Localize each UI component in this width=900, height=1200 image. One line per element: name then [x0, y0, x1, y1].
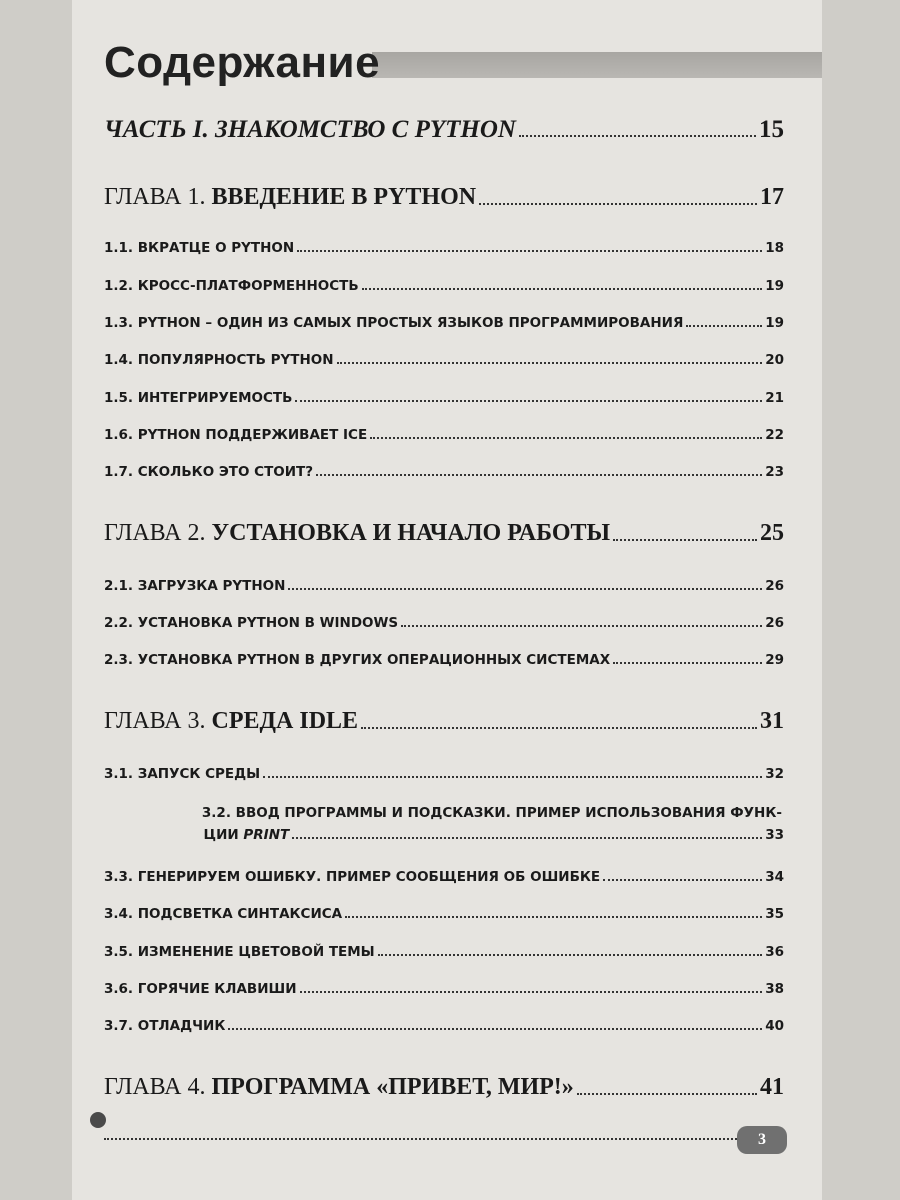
footer-dotted-rule	[104, 1138, 764, 1140]
leader-dots	[378, 953, 763, 956]
section-label: 3.3. ГЕНЕРИРУЕМ ОШИБКУ. ПРИМЕР СООБЩЕНИЯ ОБ ОШИБКЕ	[104, 869, 601, 885]
section-page: 38	[765, 981, 784, 997]
toc-section[interactable]	[104, 427, 784, 443]
toc-section[interactable]	[104, 615, 784, 631]
toc-section[interactable]	[104, 240, 784, 256]
leader-dots	[345, 915, 762, 918]
section-page: 29	[765, 652, 784, 668]
section-label: 1.6. PYTHON ПОДДЕРЖИВАЕТ ICE	[104, 427, 368, 443]
toc-section[interactable]	[104, 652, 784, 668]
section-label-line1: 3.2. ВВОД ПРОГРАММЫ И ПОДСКАЗКИ. ПРИМЕР ИСПОЛЬЗОВАНИЯ ФУНК-	[201, 805, 782, 821]
section-page: 23	[765, 464, 784, 480]
section-label: 3.1. ЗАПУСК СРЕДЫ	[104, 766, 261, 782]
toc-section[interactable]	[104, 1018, 784, 1034]
toc-section[interactable]	[104, 944, 784, 960]
toc-chapter-1[interactable]	[104, 184, 784, 211]
toc-part[interactable]	[104, 116, 784, 144]
section-label: 3.7. ОТЛАДЧИК	[104, 1018, 226, 1034]
chapter-name: ПРОГРАММА «ПРИВЕТ, МИР!»	[211, 1074, 574, 1100]
toc-section[interactable]	[104, 464, 784, 480]
toc-section[interactable]	[104, 578, 784, 594]
leader-dots	[362, 287, 763, 290]
leader-dots	[337, 361, 763, 364]
leader-dots	[686, 324, 762, 327]
leader-dots	[401, 624, 762, 627]
chapter-page: 17	[760, 184, 784, 210]
section-page: 35	[765, 906, 784, 922]
chapter-prefix: ГЛАВА 4.	[104, 1074, 206, 1100]
chapter-page: 31	[760, 708, 784, 734]
section-page: 33	[765, 827, 784, 843]
leader-dots	[295, 399, 762, 402]
toc-chapter-2[interactable]	[104, 520, 784, 547]
chapter-page: 25	[760, 520, 784, 546]
section-page: 18	[765, 240, 784, 256]
section-page: 26	[765, 615, 784, 631]
leader-dots	[263, 775, 762, 778]
section-label: 1.1. ВКРАТЦЕ О PYTHON	[104, 240, 295, 256]
leader-dots	[519, 134, 756, 137]
toc-section[interactable]	[104, 869, 784, 885]
chapter-prefix: ГЛАВА 3.	[104, 708, 206, 734]
leader-dots	[316, 473, 762, 476]
section-page: 34	[765, 869, 784, 885]
section-page: 40	[765, 1018, 784, 1034]
leader-dots	[479, 202, 757, 205]
chapter-page: 41	[760, 1074, 784, 1100]
section-label-line2: ЦИИ PRINT	[203, 827, 290, 843]
leader-dots	[603, 878, 762, 881]
leader-dots	[228, 1027, 762, 1030]
section-page: 20	[765, 352, 784, 368]
chapter-name: СРЕДА IDLE	[211, 708, 359, 734]
leader-dots	[297, 249, 762, 252]
section-label: 1.5. ИНТЕГРИРУЕМОСТЬ	[104, 390, 293, 406]
toc-section[interactable]	[104, 766, 784, 782]
toc-section[interactable]	[104, 390, 784, 406]
leader-dots	[370, 436, 762, 439]
toc-section[interactable]	[104, 906, 784, 922]
toc-section-multiline[interactable]	[104, 805, 784, 843]
leader-dots	[577, 1092, 757, 1095]
section-label: 1.4. ПОПУЛЯРНОСТЬ PYTHON	[104, 352, 334, 368]
toc-part-label: ЧАСТЬ I. ЗНАКОМСТВО С PYTHON	[104, 116, 516, 143]
leader-dots	[613, 661, 762, 664]
toc-section[interactable]	[104, 352, 784, 368]
section-page: 22	[765, 427, 784, 443]
section-label: 3.5. ИЗМЕНЕНИЕ ЦВЕТОВОЙ ТЕМЫ	[104, 944, 375, 960]
toc-section[interactable]	[104, 278, 784, 294]
footer-bullet-icon	[90, 1112, 106, 1128]
page-number-badge: 3	[737, 1126, 787, 1154]
section-label: 2.1. ЗАГРУЗКА PYTHON	[104, 578, 286, 594]
section-label: 1.3. PYTHON – ОДИН ИЗ САМЫХ ПРОСТЫХ ЯЗЫКОВ ПРОГРАММИРОВАНИЯ	[104, 315, 684, 331]
section-label: 2.3. УСТАНОВКА PYTHON В ДРУГИХ ОПЕРАЦИОННЫХ СИСТЕМАХ	[104, 652, 611, 668]
toc-chapter-4[interactable]	[104, 1074, 784, 1101]
toc-chapter-3[interactable]	[104, 708, 784, 735]
section-page: 32	[765, 766, 784, 782]
section-page: 36	[765, 944, 784, 960]
leader-dots	[292, 837, 762, 839]
leader-dots	[300, 990, 763, 993]
section-page: 26	[765, 578, 784, 594]
section-label: 1.7. СКОЛЬКО ЭТО СТОИТ?	[104, 464, 314, 480]
section-page: 19	[765, 315, 784, 331]
leader-dots	[613, 538, 757, 541]
leader-dots	[361, 726, 757, 729]
chapter-name: УСТАНОВКА И НАЧАЛО РАБОТЫ	[211, 520, 611, 546]
leader-dots	[288, 587, 762, 590]
chapter-name: ВВЕДЕНИЕ В PYTHON	[211, 184, 477, 210]
section-label: 2.2. УСТАНОВКА PYTHON В WINDOWS	[104, 615, 399, 631]
toc-part-page: 15	[759, 116, 784, 143]
header-decor-bar	[372, 52, 822, 78]
section-label: 3.6. ГОРЯЧИЕ КЛАВИШИ	[104, 981, 297, 997]
section-page: 21	[765, 390, 784, 406]
page-title: Содержание	[104, 38, 381, 87]
section-page: 19	[765, 278, 784, 294]
section-label: 1.2. КРОСС-ПЛАТФОРМЕННОСТЬ	[104, 278, 359, 294]
toc-section[interactable]	[104, 981, 784, 997]
chapter-prefix: ГЛАВА 1.	[104, 184, 206, 210]
section-label: 3.4. ПОДСВЕТКА СИНТАКСИСА	[104, 906, 343, 922]
chapter-prefix: ГЛАВА 2.	[104, 520, 206, 546]
toc-section[interactable]	[104, 315, 784, 331]
